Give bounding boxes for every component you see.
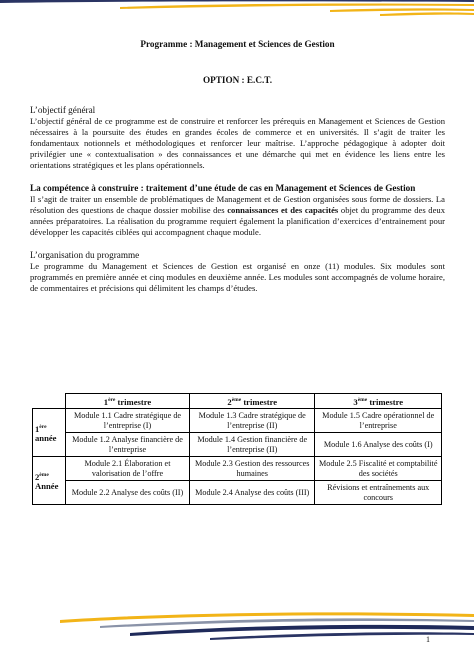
header-decoration: [0, 0, 474, 24]
year-label-cell: 1ère année: [33, 409, 66, 457]
table-corner-cell: [33, 394, 66, 409]
table-cell: Module 1.1 Cadre stratégique de l’entreprise (I): [66, 409, 190, 433]
option-label: OPTION : E.C.T.: [203, 75, 272, 85]
table-cell: Module 1.2 Analyse financière de l’entreprise: [66, 433, 190, 457]
section-paragraph: [30, 194, 445, 238]
section-heading: L’organisation du programme: [30, 250, 140, 260]
table-cell: Module 2.3 Gestion des ressources humaines: [190, 457, 315, 481]
section-objectif: [30, 105, 445, 171]
document-title: Programme : Management et Sciences de Gestion: [140, 39, 335, 49]
section-competence: [30, 183, 445, 238]
paragraph-emphasis: connaissances et des capacités: [227, 205, 339, 215]
document-body: [30, 38, 445, 294]
section-heading: La compétence à construire : traitement d’une étude de cas en Management et Sciences de Gestion: [30, 183, 416, 193]
table-row: [33, 481, 442, 505]
table-cell: Révisions et entraînements aux concours: [315, 481, 442, 505]
table-cell: Module 2.5 Fiscalité et comptabilité des sociétés: [315, 457, 442, 481]
table-cell: Module 2.1 Élaboration et valorisation de l’offre: [66, 457, 190, 481]
table-header-cell: 2ème trimestre: [190, 394, 315, 409]
section-heading: L’objectif général: [30, 105, 96, 115]
page-number: 1: [426, 635, 430, 644]
modules-table: [32, 393, 442, 505]
paragraph-text: Il s’agit de traiter un ensemble de problématiques de Management et de Gestion organisées sous forme de dossiers. La résolution des questions de chaque dossier mobilise des: [30, 194, 445, 215]
year-label-cell: 2ème Année: [33, 457, 66, 505]
table-cell: Module 2.4 Analyse des coûts (III): [190, 481, 315, 505]
table-header-row: [33, 394, 442, 409]
table-cell: Module 2.2 Analyse des coûts (II): [66, 481, 190, 505]
table-row: [33, 409, 442, 433]
table-cell: Module 1.5 Cadre opérationnel de l’entreprise: [315, 409, 442, 433]
paragraph-text: objet du programme des deux années préparatoires. La réalisation du programme requiert également la planification d’exercices d’entrainement pour développer les capacités ciblées qui accompagnent chaque module.: [30, 205, 445, 237]
section-paragraph: Le programme du Management et Sciences de Gestion est organisé en onze (11) modules. Six modules sont programmés en première année et cinq modules en deuxième année. Les modules sont accompagnés de volume horaire, de commentaires et précisions qui délimitent les champs d’études.: [30, 261, 445, 293]
table-header-cell: 3ème trimestre: [315, 394, 442, 409]
footer-decoration: [0, 600, 474, 640]
table-row: [33, 433, 442, 457]
table-cell: Module 1.3 Cadre stratégique de l’entreprise (II): [190, 409, 315, 433]
section-organisation: [30, 250, 445, 294]
table-cell: Module 1.4 Gestion financière de l’entreprise (II): [190, 433, 315, 457]
table-row: [33, 457, 442, 481]
table-header-cell: 1ère trimestre: [66, 394, 190, 409]
section-paragraph: L’objectif général de ce programme est de construire et renforcer les prérequis en Management et Sciences de Gestion nécessaires à la poursuite des études en grandes écoles de commerce et en universités. Il s’agit de traiter les fondamentaux notionnels et méthodologiques et renforcer leur maîtrise. L’approche pédagogique à adopter doit privilégier une « contextualisation » des connaissances et une démarche qui met en évidence les liens entre les orientations stratégiques et les plans opérationnels.: [30, 116, 445, 170]
table-cell: Module 1.6 Analyse des coûts (I): [315, 433, 442, 457]
